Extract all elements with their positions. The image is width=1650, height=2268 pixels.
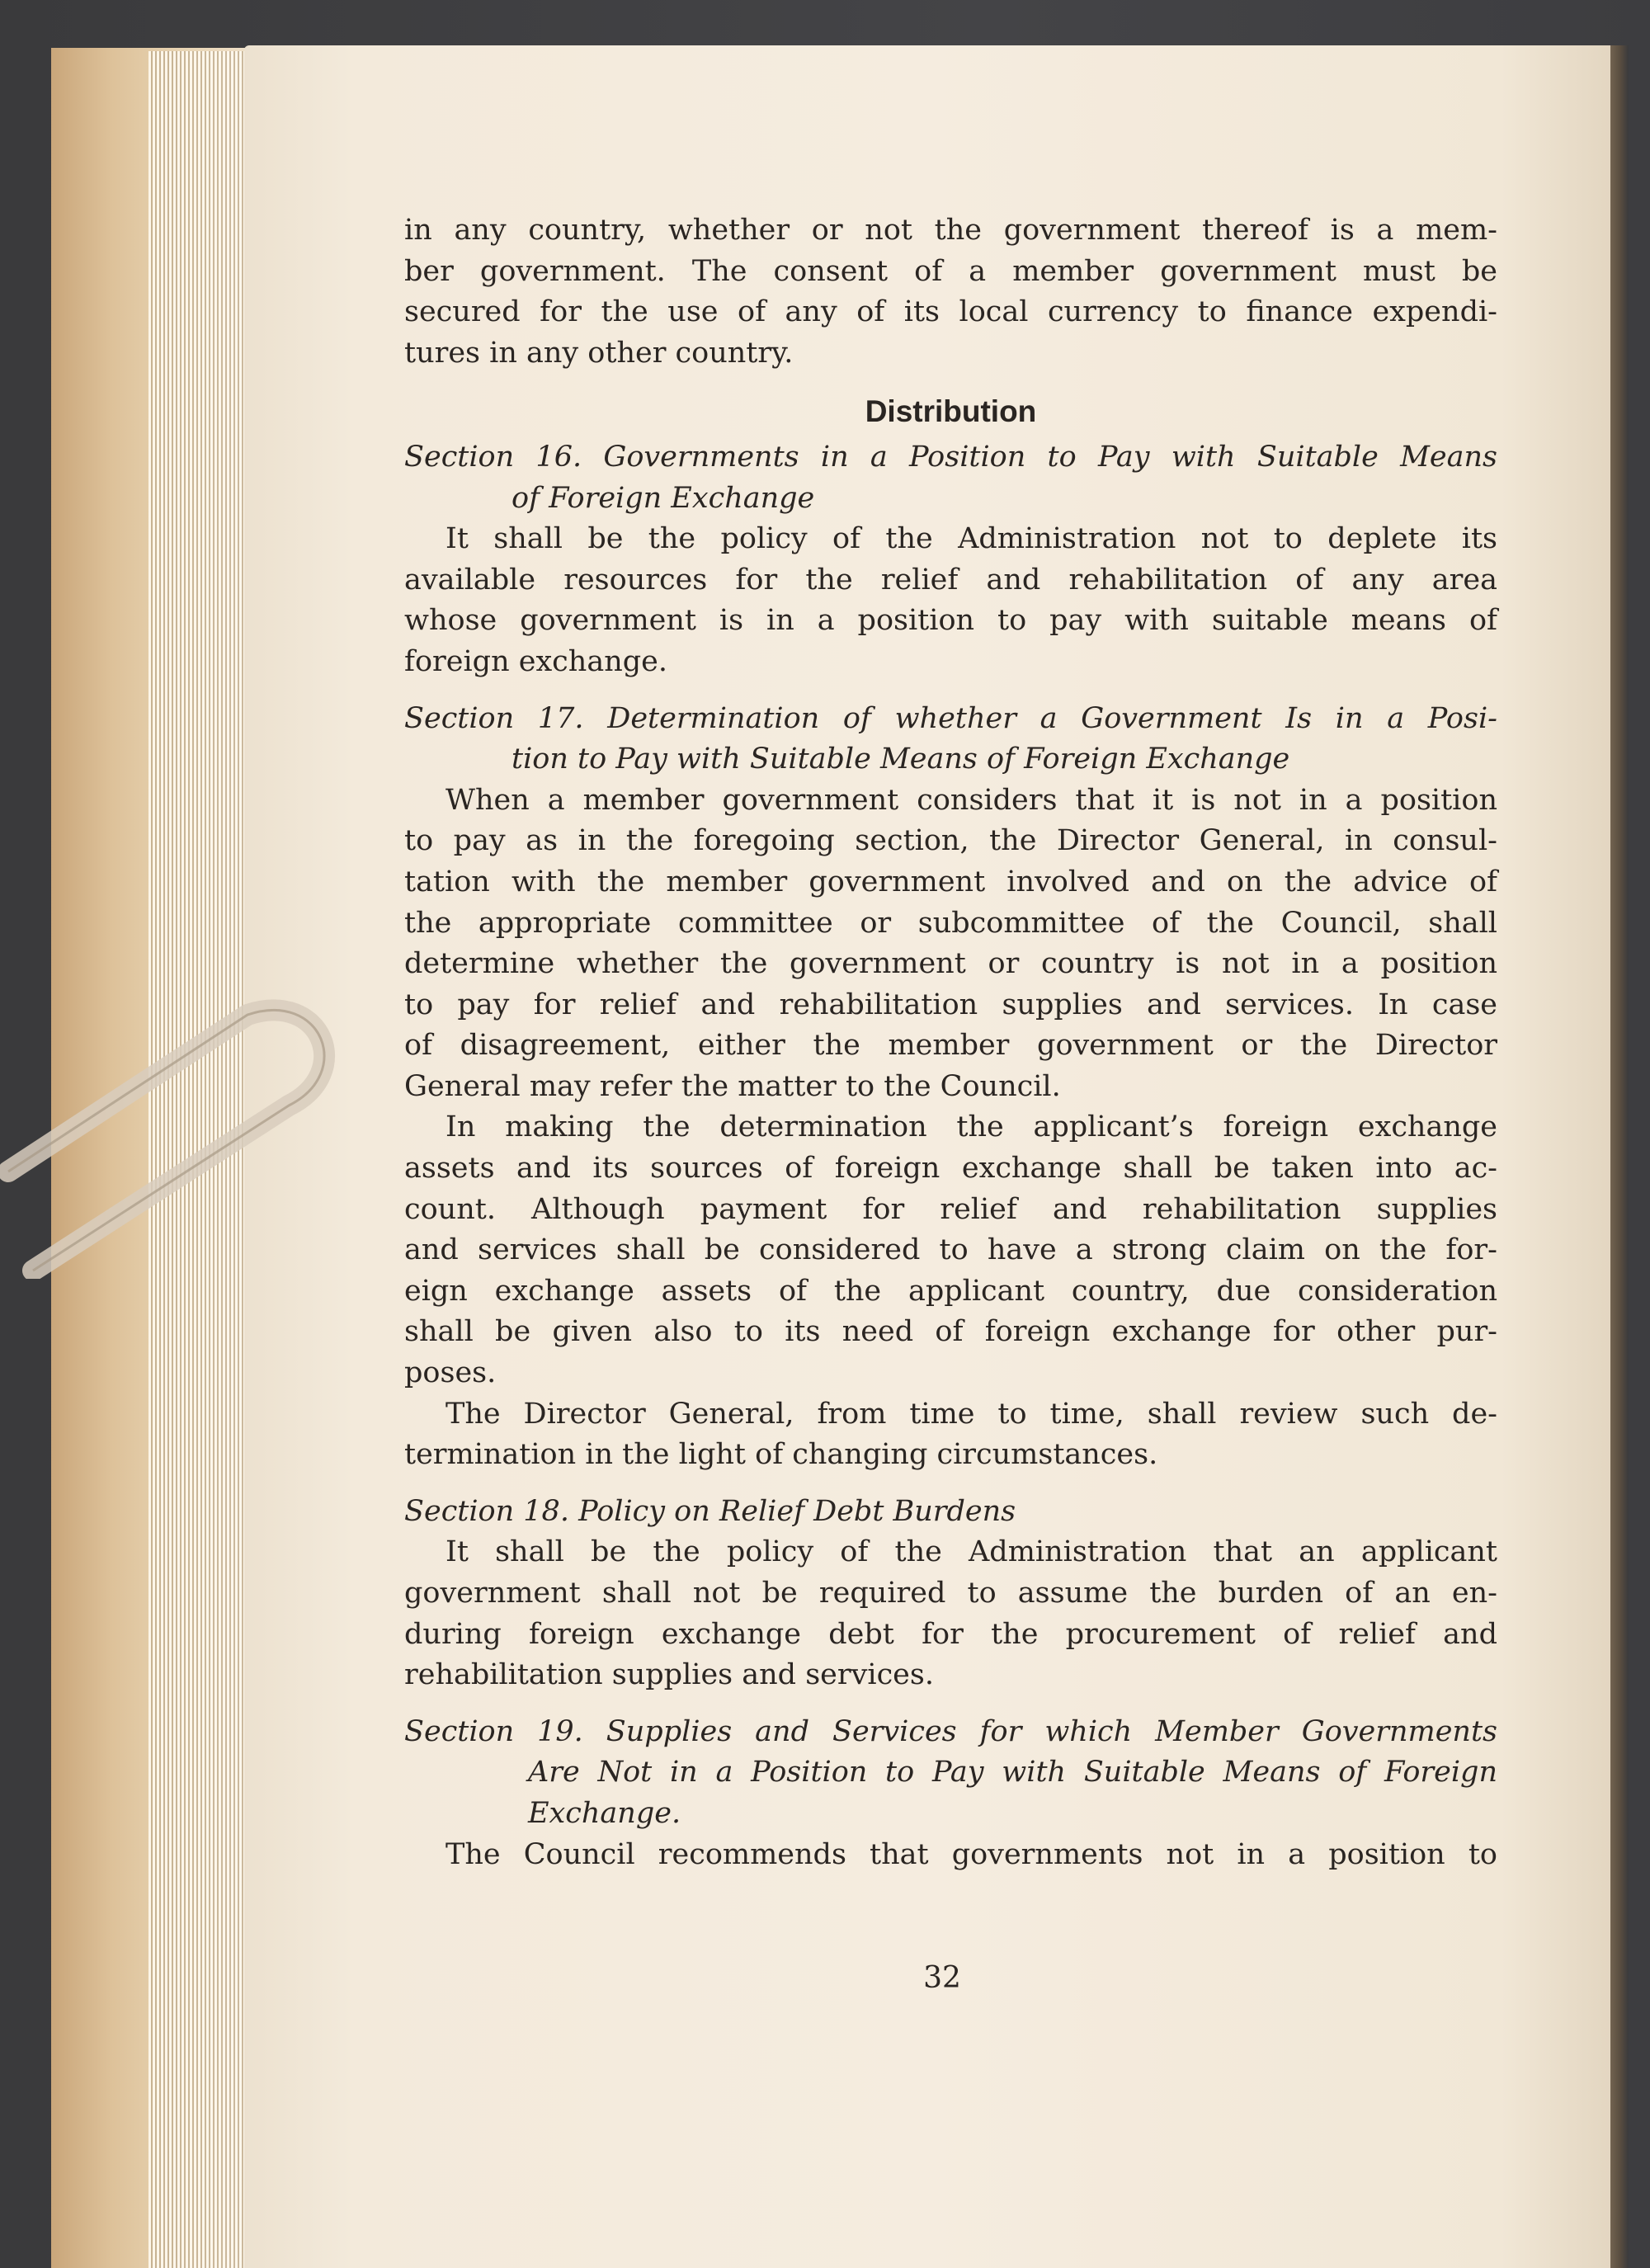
text-line: in any country, whether or not the government thereof is a mem- bbox=[404, 214, 1497, 247]
text-line: secured for the use of any of its local currency to finance expendi- bbox=[404, 295, 1497, 329]
section-heading: Distribution bbox=[865, 394, 1037, 429]
text-line: General may refer the matter to the Council. bbox=[404, 1069, 1061, 1103]
section-17-paragraph-2 bbox=[404, 1107, 1497, 1393]
section-18-title bbox=[404, 1492, 1497, 1533]
title-line: of Foreign Exchange bbox=[512, 481, 815, 515]
text-line: eign exchange assets of the applicant country, due consideration bbox=[404, 1274, 1497, 1308]
page-number: 32 bbox=[923, 1961, 961, 1995]
section-19-title bbox=[404, 1712, 1497, 1835]
text-line: When a member government considers that it is not in a position bbox=[446, 783, 1497, 817]
section-17-title bbox=[404, 699, 1497, 780]
text-line: tures in any other country. bbox=[404, 336, 794, 370]
text-line: It shall be the policy of the Administration that an applicant bbox=[446, 1535, 1497, 1569]
text-line: of disagreement, either the member government or the Director bbox=[404, 1029, 1497, 1063]
text-line: foreign exchange. bbox=[404, 644, 667, 678]
text-line: to pay for relief and rehabilitation supplies and services. In case bbox=[404, 988, 1497, 1021]
text-line: tation with the member government involved and on the advice of bbox=[404, 865, 1497, 898]
page-text bbox=[404, 210, 1497, 1875]
title-line: tion to Pay with Suitable Means of Foreign Exchange bbox=[512, 743, 1290, 776]
text-line: count. Although payment for relief and rehabilitation supplies bbox=[404, 1192, 1497, 1226]
title-line: Section 19. Supplies and Services for which Member Governments bbox=[404, 1714, 1497, 1748]
text-line: ber government. The consent of a member government must be bbox=[404, 254, 1497, 288]
text-line: government shall not be required to assume the burden of an en- bbox=[404, 1577, 1497, 1610]
title-line: Section 16. Governments in a Position to Pay with Suitable Means bbox=[404, 440, 1497, 474]
text-line: It shall be the policy of the Administration not to deplete its bbox=[446, 522, 1497, 556]
text-line: to pay as in the foregoing section, the Director General, in consul- bbox=[404, 824, 1497, 858]
title-line: Are Not in a Position to Pay with Suitable Means of Foreign bbox=[528, 1756, 1497, 1789]
section-17-paragraph-1 bbox=[404, 780, 1497, 1108]
title-line: Section 18. Policy on Relief Debt Burdens bbox=[404, 1494, 1016, 1528]
text-line: poses. bbox=[404, 1356, 497, 1390]
text-line: and services shall be considered to have a strong claim on the for- bbox=[404, 1233, 1497, 1267]
section-19-paragraph bbox=[404, 1835, 1497, 1876]
text-line: shall be given also to its need of foreign exchange for other pur- bbox=[404, 1315, 1497, 1349]
title-line: Section 17. Determination of whether a Government Is in a Posi- bbox=[404, 701, 1497, 735]
text-line: The Director General, from time to time, shall review such de- bbox=[446, 1397, 1497, 1431]
text-line: The Council recommends that governments not in a position to bbox=[446, 1837, 1497, 1871]
paper-clip-icon bbox=[0, 998, 346, 1279]
text-line: determine whether the government or country is not in a position bbox=[404, 947, 1497, 981]
text-line: the appropriate committee or subcommittee of the Council, shall bbox=[404, 906, 1497, 940]
section-18-paragraph bbox=[404, 1532, 1497, 1695]
text-line: In making the determination the applicant’s foreign exchange bbox=[446, 1110, 1497, 1144]
section-17-paragraph-3 bbox=[404, 1394, 1497, 1476]
text-line: termination in the light of changing circumstances. bbox=[404, 1438, 1158, 1472]
text-line: available resources for the relief and rehabilitation of any area bbox=[404, 563, 1497, 596]
intro-paragraph bbox=[404, 210, 1497, 374]
text-line: assets and its sources of foreign exchange shall be taken into ac- bbox=[404, 1152, 1497, 1186]
section-16-paragraph bbox=[404, 519, 1497, 682]
section-16-title bbox=[404, 437, 1497, 519]
title-line: Exchange. bbox=[528, 1796, 681, 1830]
text-line: rehabilitation supplies and services. bbox=[404, 1658, 934, 1692]
text-line: during foreign exchange debt for the procurement of relief and bbox=[404, 1617, 1497, 1651]
text-line: whose government is in a position to pay with suitable means of bbox=[404, 604, 1497, 638]
